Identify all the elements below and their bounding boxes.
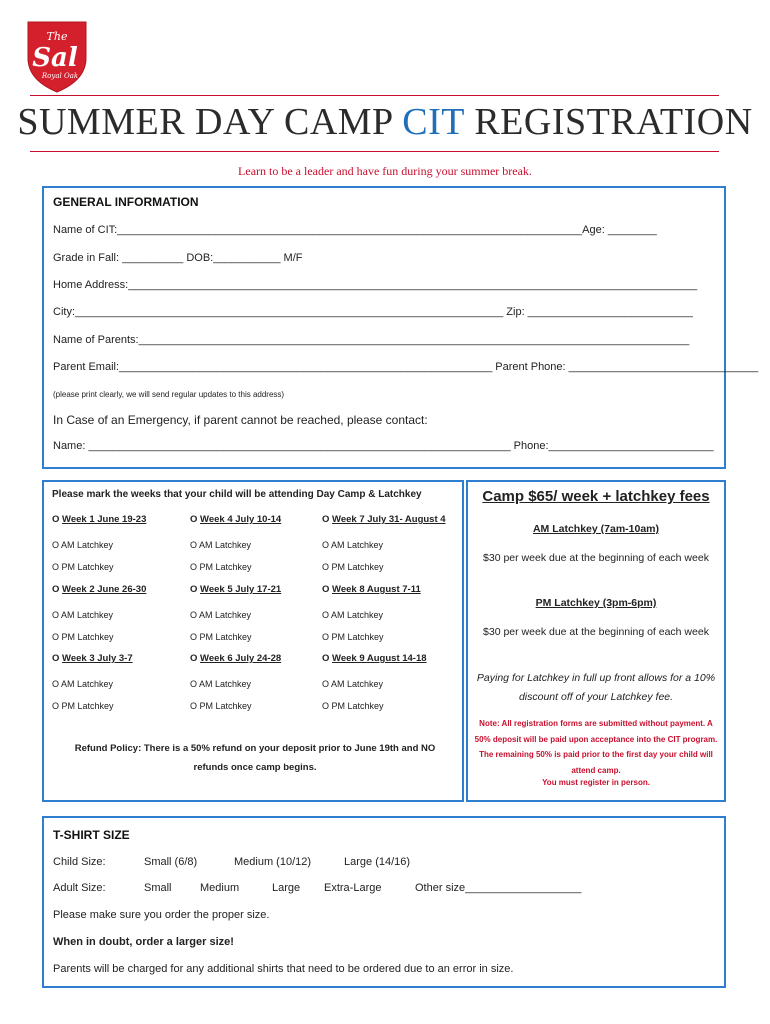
week-option[interactable] [190, 653, 281, 664]
svg-text:Sal: Sal [32, 43, 78, 73]
adult-size-label: Adult Size: [53, 882, 106, 894]
svg-text:The: The [46, 30, 68, 43]
week-label: Week 2 June 26-30 [62, 584, 147, 595]
week-option[interactable] [190, 514, 281, 525]
week-option[interactable] [190, 584, 281, 595]
page-title: SUMMER DAY CAMP CIT REGISTRATION [17, 101, 753, 143]
pm-latchkey-option[interactable]: O PM Latchkey [190, 632, 252, 642]
week-label: Week 9 August 14-18 [332, 653, 427, 664]
latchkey-discount: Paying for Latchkey in full up front allows for a 10% discount off of your Latchkey fee. [476, 672, 716, 703]
registration-note: Note: All registration forms are submitted without payment. A 50% deposit will be paid upon acceptance into the CIT program. The remaining 50% is paid prior to the first day your child will attend camp. [474, 719, 718, 775]
title-accent: CIT [402, 101, 465, 143]
larger-size-note: When in doubt, order a larger size! [53, 936, 234, 948]
subtitle: Learn to be a leader and have fun during your summer break. [238, 164, 532, 178]
child-size-large[interactable]: Large (14/16) [344, 856, 411, 868]
pm-latchkey-option[interactable]: O PM Latchkey [52, 562, 114, 572]
pm-latchkey-option[interactable]: O PM Latchkey [322, 632, 384, 642]
child-size-medium[interactable]: Medium (10/12) [234, 856, 312, 868]
adult-size-medium[interactable]: Medium [200, 882, 240, 894]
child-size-label: Child Size: [53, 856, 106, 868]
week-option[interactable] [52, 584, 146, 595]
pm-latchkey-option[interactable]: O PM Latchkey [190, 562, 252, 572]
week-label: Week 4 July 10-14 [200, 514, 282, 525]
week-option[interactable] [322, 584, 421, 595]
weeks-heading: Please mark the weeks that your child will be attending Day Camp & Latchkey [52, 489, 422, 500]
tshirt-heading: T-SHIRT SIZE [53, 828, 130, 842]
week-checkbox[interactable]: O [322, 653, 333, 664]
week-checkbox[interactable]: O [190, 584, 201, 595]
week-option[interactable] [322, 514, 446, 525]
grade-dob-field[interactable]: Grade in Fall: __________ DOB:___________ M/F [53, 252, 303, 264]
weeks-grid [44, 482, 45, 483]
extra-shirt-note: Parents will be charged for any additional shirts that need to be ordered due to an error in size. [53, 963, 514, 975]
am-latchkey-option[interactable]: O AM Latchkey [52, 679, 114, 689]
child-size-small[interactable]: Small (6/8) [144, 856, 198, 868]
adult-size-extra-large[interactable]: Extra-Large [324, 882, 382, 894]
week-label: Week 1 June 19-23 [62, 514, 147, 525]
adult-size-small[interactable]: Small [144, 882, 172, 894]
am-latchkey-option[interactable]: O AM Latchkey [322, 540, 384, 550]
logo [22, 18, 92, 94]
pm-latchkey-option[interactable]: O PM Latchkey [322, 562, 384, 572]
city-zip-field[interactable]: City:______________________________________________________________________ Zip: ___________________________ [53, 306, 693, 318]
pm-latchkey-title: PM Latchkey (3pm-6pm) [535, 597, 657, 609]
am-latchkey-option[interactable]: O AM Latchkey [52, 540, 114, 550]
svg-text:Royal Oak: Royal Oak [41, 72, 79, 80]
week-option[interactable] [52, 514, 146, 525]
week-checkbox[interactable]: O [52, 514, 63, 525]
print-clearly-note: (please print clearly, we will send regular updates to this address) [53, 390, 285, 399]
am-latchkey-option[interactable]: O AM Latchkey [52, 610, 114, 620]
refund-policy: Refund Policy: There is a 50% refund on your deposit prior to June 19th and NO refunds once camp begins. [74, 743, 436, 773]
week-checkbox[interactable]: O [190, 653, 201, 664]
am-latchkey-option[interactable]: O AM Latchkey [190, 679, 252, 689]
size-note: Please make sure you order the proper size. [53, 909, 270, 921]
week-label: Week 3 July 3-7 [62, 653, 133, 664]
emergency-heading: In Case of an Emergency, if parent cannot be reached, please contact: [53, 413, 428, 427]
pricing-heading: Camp $65/ week + latchkey fees [482, 488, 710, 505]
pm-latchkey-option[interactable]: O PM Latchkey [190, 701, 252, 711]
week-option[interactable] [322, 653, 427, 664]
week-label: Week 8 August 7-11 [332, 584, 421, 595]
pm-latchkey-option[interactable]: O PM Latchkey [322, 701, 384, 711]
top-rule [30, 95, 719, 96]
week-option[interactable] [52, 653, 133, 664]
week-checkbox[interactable]: O [190, 514, 201, 525]
adult-size-large[interactable]: Large [272, 882, 301, 894]
shield-logo-icon [22, 18, 92, 94]
pm-latchkey-text: $30 per week due at the beginning of each week [483, 626, 709, 638]
general-info-heading: GENERAL INFORMATION [53, 195, 199, 209]
parent-contact-field[interactable]: Parent Email:_____________________________________________________________ Parent Phone: _______________________________ [53, 361, 759, 373]
week-label: Week 5 July 17-21 [200, 584, 282, 595]
week-checkbox[interactable]: O [322, 514, 333, 525]
am-latchkey-option[interactable]: O AM Latchkey [190, 610, 252, 620]
register-in-person: You must register in person. [542, 778, 650, 787]
am-latchkey-option[interactable]: O AM Latchkey [190, 540, 252, 550]
pm-latchkey-option[interactable]: O PM Latchkey [52, 701, 114, 711]
am-latchkey-option[interactable]: O AM Latchkey [322, 679, 384, 689]
am-latchkey-option[interactable]: O AM Latchkey [322, 610, 384, 620]
title-rule [30, 151, 719, 152]
general-info-section [42, 186, 759, 469]
week-label: Week 6 July 24-28 [200, 653, 282, 664]
home-address-field[interactable]: Home Address:_____________________________________________________________________________________________ [53, 279, 698, 291]
am-latchkey-title: AM Latchkey (7am-10am) [532, 523, 660, 535]
week-checkbox[interactable]: O [52, 653, 63, 664]
name-of-cit-field[interactable]: Name of CIT:____________________________________________________________________________Age: ________ [53, 224, 657, 236]
pricing-section [466, 480, 726, 802]
week-label: Week 7 July 31- August 4 [332, 514, 446, 525]
week-checkbox[interactable]: O [322, 584, 333, 595]
parents-name-field[interactable]: Name of Parents:__________________________________________________________________________________________ [53, 334, 690, 346]
pm-latchkey-option[interactable]: O PM Latchkey [52, 632, 114, 642]
am-latchkey-text: $30 per week due at the beginning of each week [483, 552, 709, 564]
week-checkbox[interactable]: O [52, 584, 63, 595]
emergency-contact-field[interactable]: Name: _____________________________________________________________________ Phone:___________________________ [53, 440, 714, 452]
tshirt-section [42, 816, 726, 988]
adult-size-other[interactable]: Other size___________________ [415, 882, 582, 894]
